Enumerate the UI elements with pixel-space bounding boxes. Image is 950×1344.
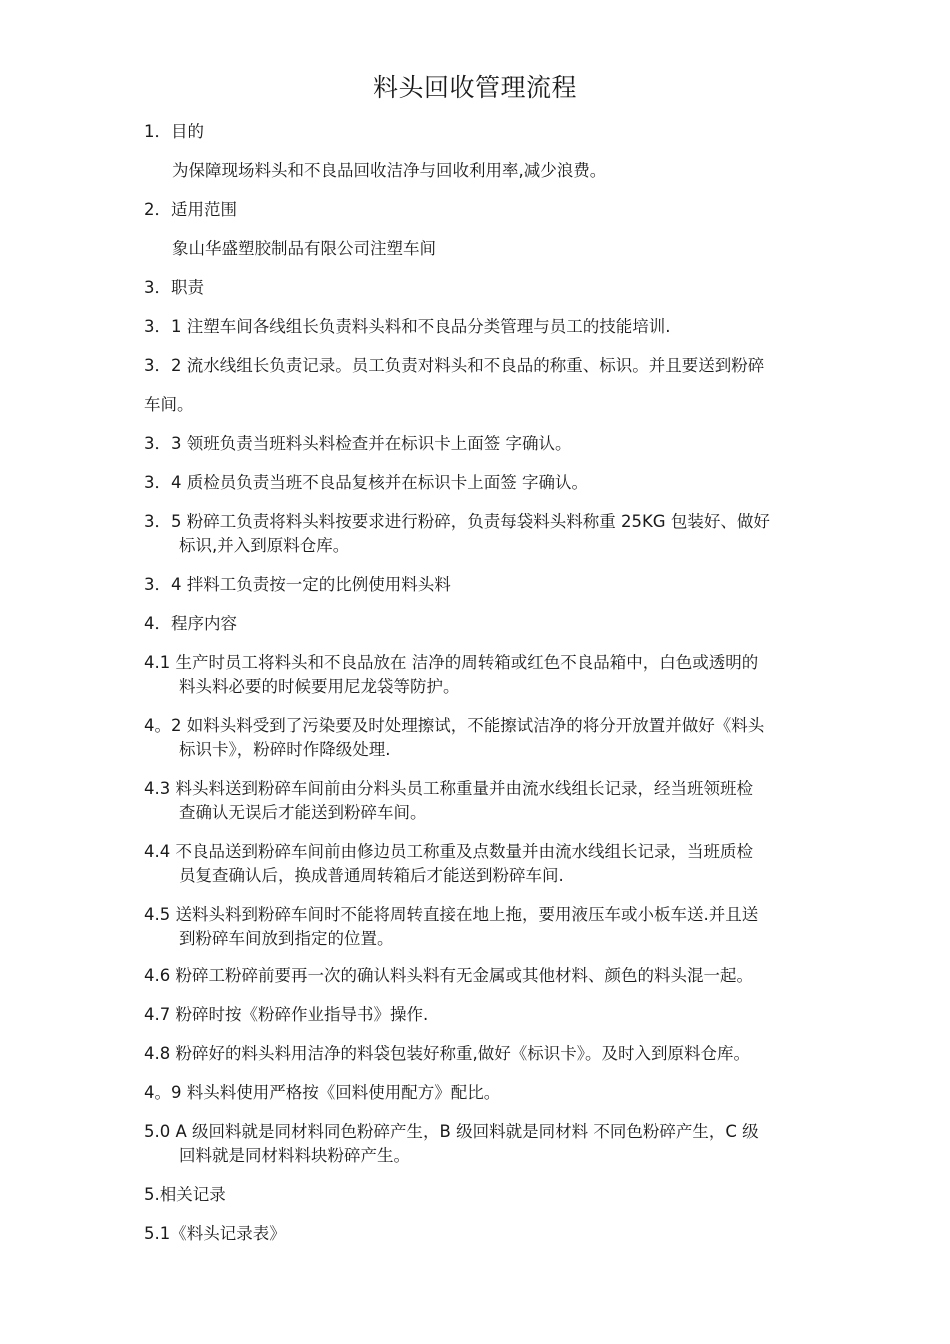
procedure-4-1: 4.1 生产时员工将料头和不良品放在 洁净的周转箱或红色不良品箱中，白色或透明的 [144, 653, 759, 672]
procedure-4-2-continued: 标识卡》，粉碎时作降级处理. [179, 740, 391, 759]
procedure-4-8: 4.8 粉碎好的料头料用洁净的料袋包装好称重,做好《标识卡》。及时入到原料仓库。 [144, 1044, 750, 1063]
procedure-4-2: 4。2 如料头料受到了污染要及时处理擦试，不能擦试洁净的将分开放置并做好《料头 [144, 716, 765, 735]
section-heading-procedure: 4．程序内容 [144, 614, 237, 633]
purpose-text: 为保障现场料头和不良品回收洁净与回收利用率,减少浪费。 [172, 161, 607, 180]
procedure-5-0-continued: 回料就是同材料料块粉碎产生。 [179, 1146, 410, 1165]
responsibility-3-3: 3．3 领班负责当班料头料检查并在标识卡上面签 字确认。 [144, 434, 572, 453]
procedure-4-5: 4.5 送料头料到粉碎车间时不能将周转直接在地上拖，要用液压车或小板车送.并且送 [144, 905, 759, 924]
responsibility-3-5: 3．5 粉碎工负责将料头料按要求进行粉碎，负责每袋料头料称重 25KG 包装好、做好 [144, 512, 770, 531]
procedure-4-5-continued: 到粉碎车间放到指定的位置。 [179, 929, 394, 948]
responsibility-3-2: 3．2 流水线组长负责记录。员工负责对料头和不良品的称重、标识。并且要送到粉碎 [144, 356, 765, 375]
section-heading-purpose: 1．目的 [144, 122, 204, 141]
responsibility-3-4b: 3．4 拌料工负责按一定的比例使用料头料 [144, 575, 451, 594]
procedure-4-7: 4.7 粉碎时按《粉碎作业指导书》操作. [144, 1005, 429, 1024]
responsibility-3-1: 3．1 注塑车间各线组长负责料头料和不良品分类管理与员工的技能培训. [144, 317, 671, 336]
procedure-5-0: 5.0 A 级回料就是同材料同色粉碎产生，B 级回料就是同材料 不同色粉碎产生，C 级 [144, 1122, 759, 1141]
responsibility-3-2-continued: 车间。 [144, 395, 194, 414]
document-title: 料头回收管理流程 [372, 73, 577, 102]
procedure-4-4: 4.4 不良品送到粉碎车间前由修边员工称重及点数量并由流水线组长记录，当班质检 [144, 842, 753, 861]
responsibility-3-4: 3．4 质检员负责当班不良品复核并在标识卡上面签 字确认。 [144, 473, 588, 492]
record-5-1: 5.1《料头记录表》 [144, 1224, 286, 1243]
procedure-4-1-continued: 料头料必要的时候要用尼龙袋等防护。 [179, 677, 460, 696]
section-heading-scope: 2．适用范围 [144, 200, 237, 219]
responsibility-3-5-continued: 标识,并入到原料仓库。 [179, 536, 350, 555]
procedure-4-3-continued: 查确认无误后才能送到粉碎车间。 [179, 803, 427, 822]
section-heading-responsibilities: 3．职责 [144, 278, 204, 297]
procedure-4-9: 4。9 料头料使用严格按《回料使用配方》配比。 [144, 1083, 501, 1102]
section-heading-records: 5.相关记录 [144, 1185, 226, 1204]
procedure-4-6: 4.6 粉碎工粉碎前要再一次的确认料头料有无金属或其他材料、颜色的料头混一起。 [144, 966, 753, 985]
procedure-4-3: 4.3 料头料送到粉碎车间前由分料头员工称重量并由流水线组长记录，经当班领班检 [144, 779, 753, 798]
procedure-4-4-continued: 员复查确认后，换成普通周转箱后才能送到粉碎车间. [179, 866, 564, 885]
scope-text: 象山华盛塑胶制品有限公司注塑车间 [172, 239, 436, 258]
